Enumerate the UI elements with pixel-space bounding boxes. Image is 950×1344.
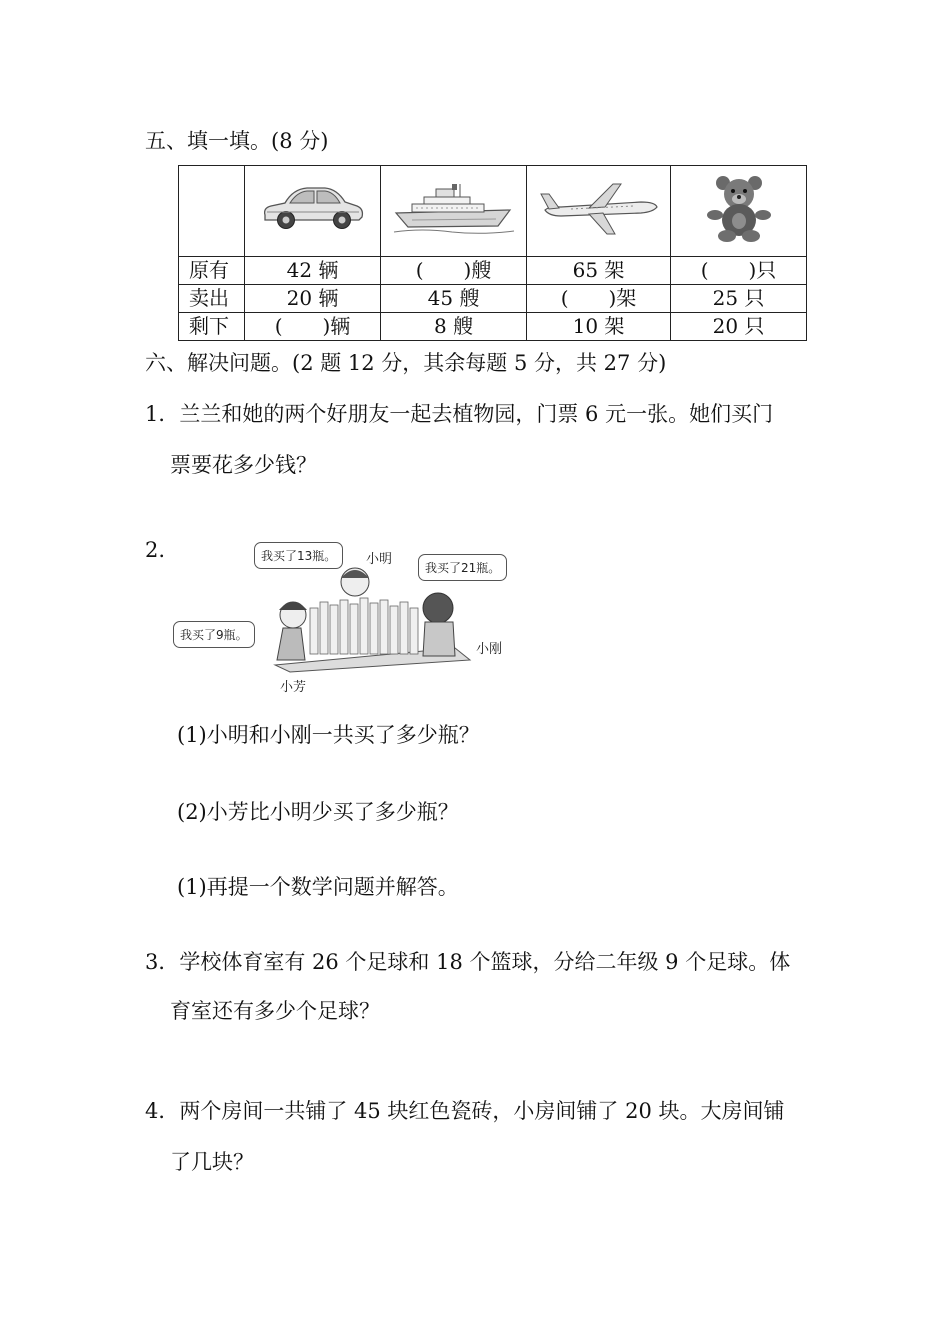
teddy-bear-cell [671,166,807,257]
empty-corner-cell [179,166,245,257]
car-cell [245,166,381,257]
question-3-line-2: 育室还有多少个足球？ [170,999,380,1023]
table-row [179,285,807,313]
car-icon [259,182,367,234]
ship-cell [381,166,527,257]
row-label: 剩下 [179,313,245,341]
image-row [179,166,807,257]
table-row [179,257,807,285]
speech-bubble-xiaofang: 我买了9瓶。 [173,621,255,648]
question-2-part-3: (1)再提一个数学问题并解答。 [177,875,459,899]
question-1-line-1: 1．兰兰和她的两个好朋友一起去植物园，门票 6 元一张。她们买门 [145,402,774,426]
name-label-xiaoming: 小明 [366,552,393,567]
table-cell: 25 只 [671,285,807,313]
fill-in-table [178,165,807,341]
table-cell: 65 架 [527,257,671,285]
table-cell: ( )艘 [381,257,527,285]
speech-bubble-xiaogang: 我买了21瓶。 [418,554,507,581]
question-3-line-1: 3．学校体育室有 26 个足球和 18 个篮球，分给二年级 9 个足球。体 [145,950,791,974]
table-cell: ( )只 [671,257,807,285]
question-2-number: 2. [145,538,166,562]
section-6-title: 六、解决问题。(2 题 12 分，其余每题 5 分，共 27 分) [145,351,667,375]
table-cell: 20 只 [671,313,807,341]
airplane-icon [537,178,661,238]
table-cell: 42 辆 [245,257,381,285]
ship-icon [392,180,516,236]
question-2-part-2: (2)小芳比小明少买了多少瓶？ [177,800,459,824]
row-label: 卖出 [179,285,245,313]
section-5-title: 五、填一填。(8 分) [145,129,329,153]
question-1-line-2: 票要花多少钱？ [170,453,317,477]
question-4-line-1: 4．两个房间一共铺了 45 块红色瓷砖，小房间铺了 20 块。大房间铺 [145,1099,785,1123]
table-cell: 20 辆 [245,285,381,313]
table-cell: 10 架 [527,313,671,341]
question-4-line-2: 了几块？ [170,1150,254,1174]
teddy-bear-icon [703,174,775,242]
name-label-xiaogang: 小刚 [476,642,503,657]
table-cell: 8 艘 [381,313,527,341]
table-cell: ( )辆 [245,313,381,341]
table-row [179,313,807,341]
question-2-part-1: (1)小明和小刚一共买了多少瓶？ [177,723,480,747]
name-label-xiaofang: 小芳 [280,680,307,695]
row-label: 原有 [179,257,245,285]
speech-bubble-xiaoming: 我买了13瓶。 [254,542,343,569]
table-cell: 45 艘 [381,285,527,313]
airplane-cell [527,166,671,257]
table-cell: ( )架 [527,285,671,313]
